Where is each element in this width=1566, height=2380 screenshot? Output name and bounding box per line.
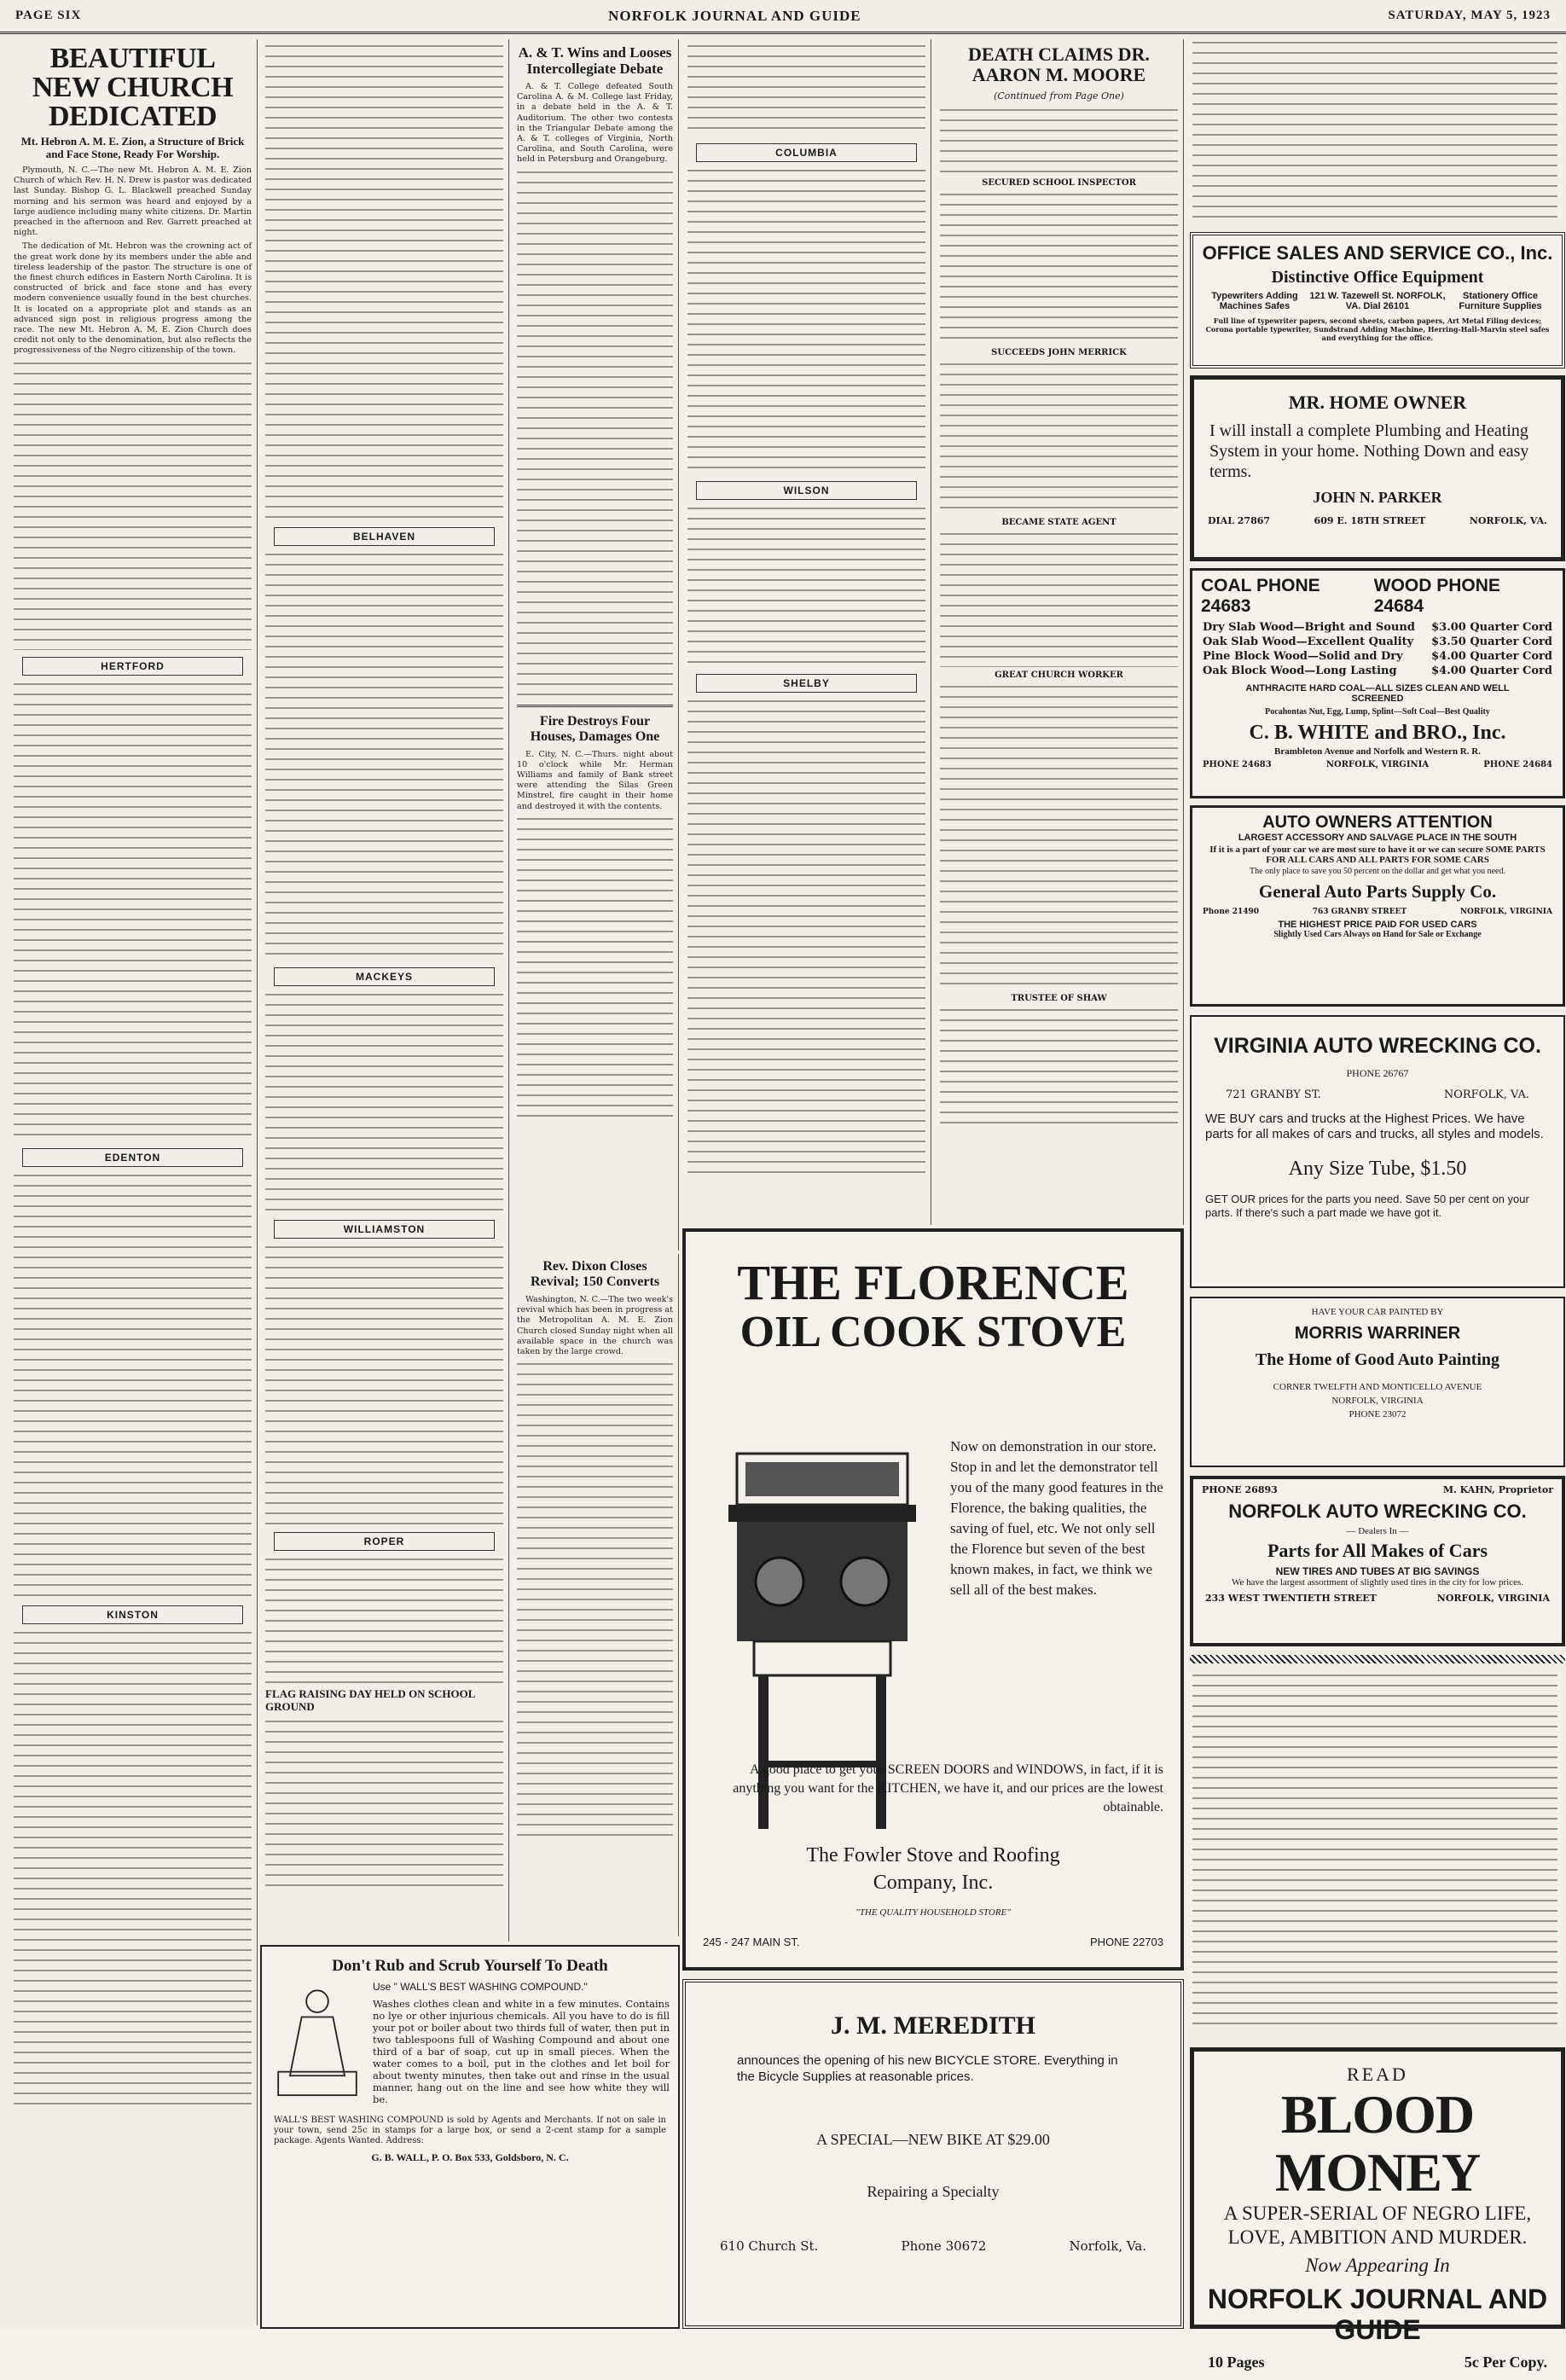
ad-line1: LARGEST ACCESSORY AND SALVAGE PLACE IN THE SOUTH [1238, 833, 1517, 843]
ad-line3: The only place to save you 50 percent on the dollar and get what you need. [1250, 867, 1505, 876]
dixon-lead: Washington, N. C.—The two week's revival which has been in progress at the Metropolitan A. M. E. Zion Church closed Sunday night when all available space in the church was taken by the large crowd. [517, 1295, 673, 1357]
ad-motto: "THE QUALITY HOUSEHOLD STORE" [856, 1907, 1011, 1918]
section-columbia: COLUMBIA [696, 143, 917, 162]
filler-text [14, 1629, 252, 2107]
ad-title: BLOOD MONEY [1274, 2084, 1481, 2203]
ad-name: J. M. MEREDITH [831, 2011, 1035, 2040]
section-mackeys: MACKEYS [274, 967, 495, 986]
column-1 [9, 39, 258, 2325]
headline-church-dedicated: BEAUTIFUL NEW CHURCH DEDICATED [32, 43, 234, 132]
ad-parts: Parts for All Makes of Cars [1267, 1540, 1488, 1561]
section-williamston: WILLIAMSTON [274, 1220, 495, 1239]
column-3-lower [512, 1254, 679, 1936]
coal-item-name: Oak Slab Wood—Excellent Quality [1203, 636, 1414, 648]
ad-sub1: A SUPER-SERIAL OF NEGRO LIFE, [1223, 2203, 1532, 2224]
ad-meredith-footer [686, 2201, 1180, 2254]
ad-addr2: NORFOLK, VIRGINIA [1331, 1396, 1424, 1406]
ad-office-row [1193, 291, 1562, 311]
article-para: The dedication of Mt. Hebron was the crowning act of the great work done by its members under the able and tireless leadership of the pastor. The structure is one of the finest church edifices in Eastern North Carolina. It is constructed of brick and face stone and has every modern convenience usually found in the best churches. It is located on a appropriate plot and stands as an advanced sign post in religious progress among the race. The new Mt. Hebron A. M. E. Zion Church does credit not only to the denomination, but also reflects the progressiveness of the Negro citizenship of the town. [14, 241, 252, 356]
page-label: PAGE SIX [15, 9, 82, 22]
ad-anthracite: ANTHRACITE HARD COAL—ALL SIZES CLEAN AND WELL SCREENED [1245, 683, 1510, 704]
ad-use: Use " WALL'S BEST WASHING COMPOUND." [373, 1981, 588, 1993]
filler-text [1192, 39, 1557, 218]
ad-meredith-bicycle [682, 1979, 1184, 2329]
ad-now: Now Appearing In [1305, 2255, 1450, 2276]
ad-florence-stove [682, 1228, 1184, 1971]
ad-mid: 121 W. Tazewell St. NORFOLK, VA. Dial 26101 [1309, 291, 1446, 311]
ad-phone-right: PHONE 24684 [1483, 760, 1552, 769]
ad-tube-price: Any Size Tube, $1.50 [1288, 1158, 1467, 1180]
section-wilson: WILSON [696, 481, 917, 500]
ad-walls-washing-compound [260, 1945, 680, 2329]
ad-tag: The Home of Good Auto Painting [1255, 1350, 1500, 1369]
ad-body: announces the opening of his new BICYCLE STORE. Everything in the Bicycle Supplies at reasonable prices. [737, 2053, 1118, 2084]
ad-coal-header [1192, 571, 1563, 618]
ad-special: A SPECIAL—NEW BIKE AT $29.00 [816, 2131, 1050, 2148]
ad-pocahontas: Pocahontas Nut, Egg, Lump, Splint—Soft Coal—Best Quality [1265, 707, 1490, 717]
filler-text [14, 360, 252, 650]
ad-city: NORFOLK, VIRGINIA [1436, 1593, 1550, 1604]
ad-body: I will install a complete Plumbing and Heating System in your home. Nothing Down and easy terms. [1209, 421, 1529, 481]
article-lead: Plymouth, N. C.—The new Mt. Hebron A. M. E. Zion Church of which Rev. H. N. Drew is pastor was dedicated last Sunday. Bishop G. L. Blackwell preached Sunday morning and his sermon was heard and enjoyed by a large audience including many white citizens. Dr. Martin preached in the afternoon and Rev. Garrett preached at night. [14, 165, 252, 238]
ad-phone: PHONE 26893 [1202, 1484, 1278, 1495]
coal-item-price: $3.00 Quarter Cord [1431, 621, 1552, 634]
ad-office-sales [1190, 232, 1565, 369]
ad-title: NORFOLK AUTO WRECKING CO. [1228, 1501, 1527, 1522]
filler-text [940, 1007, 1178, 1126]
ad-price: 5c Per Copy. [1464, 2354, 1547, 2371]
column-6-top [1187, 39, 1563, 227]
ad-phone: PHONE 26767 [1346, 1067, 1409, 1079]
ad-sub2: LOVE, AMBITION AND MURDER. [1227, 2226, 1528, 2248]
headline-dixon: Rev. Dixon Closes Revival; 150 Converts [530, 1259, 660, 1289]
ad-tires: NEW TIRES AND TUBES AT BIG SAVINGS [1275, 1565, 1480, 1577]
filler-text [1192, 1672, 1557, 2030]
ad-phone: Phone 30672 [901, 2238, 987, 2254]
ad-left: Typewriters Adding Machines Safes [1211, 291, 1298, 311]
ad-body: Washes clothes clean and white in a few minutes. Contains no lye or other injurious chemicals. All you have to do is fill your pot or boiler about two thirds full of water, then put in two tablespoons full of Washing Compound and about one third of a bar of soap, cut up in small pieces. When the water comes to a boil, put in the clothes and let boil for about twenty minutes, then take out and rinse in the usual manner, hang out on the line and see how white they will be. [373, 1998, 670, 2105]
column-3 [512, 39, 679, 1251]
section-belhaven: BELHAVEN [274, 527, 495, 546]
ad-top: HAVE YOUR CAR PAINTED BY [1311, 1307, 1444, 1317]
ad-address: 610 Church St. [720, 2238, 819, 2254]
issue-date: SATURDAY, MAY 5, 1923 [1388, 9, 1551, 22]
ad-address: 721 GRANBY ST. [1226, 1088, 1321, 1101]
filler-text [265, 43, 503, 520]
ad-auto-owners [1190, 805, 1565, 1007]
subhead-state-agent: BECAME STATE AGENT [1001, 518, 1116, 527]
filler-text [265, 1556, 503, 1684]
ad-subtitle: Distinctive Office Equipment [1271, 268, 1484, 287]
section-shelby: SHELBY [696, 674, 917, 693]
subhead-trustee: TRUSTEE OF SHAW [1011, 994, 1107, 1003]
column-6-lower [1187, 1672, 1563, 2039]
ad-address: 245 - 247 MAIN ST. [703, 1936, 800, 1948]
subhead-merrick: SUCCEEDS JOHN MERRICK [991, 348, 1127, 357]
headline-flag-raising: FLAG RAISING DAY HELD ON SCHOOL GROUND [265, 1687, 475, 1713]
ad-address: 609 E. 18TH STREET [1314, 515, 1426, 526]
ad-address: 763 GRANBY STREET [1312, 908, 1407, 916]
ad-dealers: — Dealers In — [1346, 1526, 1409, 1536]
filler-text [940, 107, 1178, 175]
ad-name: MORRIS WARRINER [1294, 1324, 1461, 1343]
ad-line4: THE HIGHEST PRICE PAID FOR USED CARS [1278, 920, 1477, 930]
ad-morris-warriner [1190, 1297, 1565, 1467]
column-2 [260, 39, 509, 1942]
wood-phone: WOOD PHONE 24684 [1373, 576, 1500, 616]
ad-body: Now on demonstration in our store. Stop in and let the demonstrator tell you of the many good features in the Florence, the baking qualities, the saving of fuel, etc. We not only sell the Florence but seven of the best known makes, in fact, we think we sell all of the best makes. [950, 1438, 1163, 1598]
filler-text [14, 681, 252, 1141]
coal-item-price: $4.00 Quarter Cord [1431, 665, 1552, 677]
ad-prop: M. KAHN, Proprietor [1442, 1484, 1553, 1495]
ad-city: NORFOLK, VIRGINIA [1325, 760, 1430, 769]
filler-text [517, 1361, 673, 1838]
ad-phone-left: PHONE 24683 [1203, 760, 1272, 769]
column-4 [682, 39, 931, 1225]
ad-city: NORFOLK, VA. [1443, 1088, 1529, 1101]
coal-item-name: Pine Block Wood—Solid and Dry [1203, 650, 1403, 663]
coal-item-name: Oak Block Wood—Long Lasting [1203, 665, 1397, 677]
filler-text [517, 169, 673, 698]
ad-line2: If it is a part of your car we are most sure to have it or we can secure SOME PARTS FOR ALL CARS AND ALL PARTS FOR SOME CARS [1209, 845, 1546, 865]
ad-firm-1: The Fowler Stove and Roofing [806, 1844, 1060, 1866]
ad-title: Don't Rub and Scrub Yourself To Death [332, 1957, 608, 1975]
ad-place: A good place to get your SCREEN DOORS and WINDOWS, in fact, if it is anything you want for the KITCHEN, we have it, and our prices are the lowest obtainable. [733, 1762, 1163, 1814]
ad-read: READ [1347, 2064, 1408, 2085]
ad-address: 233 WEST TWENTIETH STREET [1205, 1593, 1377, 1604]
ad-coal-wood [1190, 568, 1565, 798]
coal-item-price: $4.00 Quarter Cord [1431, 650, 1552, 663]
filler-text [265, 1244, 503, 1525]
ad-addr1: CORNER TWELFTH AND MONTICELLO AVENUE [1273, 1382, 1482, 1392]
fire-lead: E. City, N. C.—Thurs. night about 10 o'clock while Mr. Herman Williams and family of Bank street were attending the Silas Green Minstrel, fire caught in their home and destroyed it with the contents. [517, 749, 673, 811]
coal-price-row [1203, 620, 1552, 635]
coal-phone: COAL PHONE 24683 [1201, 576, 1320, 616]
filler-text [687, 167, 925, 474]
ad-paper: NORFOLK JOURNAL AND GUIDE [1207, 2284, 1548, 2345]
ad-title-1: THE FLORENCE [737, 1255, 1129, 1310]
washerwoman-illustration [270, 1981, 364, 2100]
ad-florence-footer [703, 1936, 1163, 1948]
ad-phone: PHONE 22703 [1090, 1936, 1163, 1948]
filler-text [940, 683, 1178, 990]
ad-stock: We have the largest assortment of slightly used tires in the city for low prices. [1232, 1577, 1523, 1588]
column-5 [935, 39, 1184, 1225]
filler-text [265, 991, 503, 1213]
ad-home-row [1194, 507, 1561, 535]
ad-city: Norfolk, Va. [1069, 2238, 1146, 2254]
ad-phone: Phone 21490 [1203, 908, 1260, 916]
ad-norfolk-wrecking [1190, 1476, 1565, 1646]
filler-text [687, 505, 925, 667]
section-edenton: EDENTON [22, 1148, 243, 1167]
ad-line5: Slightly Used Cars Always on Hand for Sale or Exchange [1273, 930, 1482, 939]
filler-text [265, 1718, 503, 1889]
ad-title: AUTO OWNERS ATTENTION [1262, 813, 1493, 832]
ad-title-2: OIL COOK STOVE [740, 1308, 1127, 1356]
filler-text [265, 551, 503, 961]
ad-title: OFFICE SALES AND SERVICE CO., Inc. [1202, 242, 1553, 264]
ad-virginia-wrecking [1190, 1015, 1565, 1288]
ad-phone: PHONE 23072 [1348, 1409, 1406, 1419]
filler-text [940, 361, 1178, 514]
coal-price-row [1203, 664, 1552, 678]
section-kinston: KINSTON [22, 1605, 243, 1624]
ad-city: NORFOLK, VA. [1469, 515, 1547, 526]
ad-name: JOHN N. PARKER [1313, 489, 1442, 506]
coal-item-price: $3.50 Quarter Cord [1431, 636, 1552, 648]
ad-auto-row [1192, 908, 1563, 916]
filler-text [940, 191, 1178, 345]
section-hertford: HERTFORD [22, 657, 243, 676]
filler-text [940, 531, 1178, 667]
subhead-church: Mt. Hebron A. M. E. Zion, a Structure of Brick and Face Stone, Ready For Worship. [20, 135, 245, 160]
ad-pages: 10 Pages [1208, 2354, 1265, 2371]
ad-blood-money [1190, 2047, 1565, 2371]
ad-bm-footer [1194, 2345, 1561, 2380]
ad-title: MR. HOME OWNER [1288, 392, 1467, 413]
subhead-inspector: SECURED SCHOOL INSPECTOR [982, 178, 1136, 188]
filler-text [687, 43, 925, 136]
ad-foot: WALL'S BEST WASHING COMPOUND is sold by Agents and Merchants. If not on sale in your town, send 25c in stamps for a large box, or send a 2-cent stamp for a sample package. Agents Wanted. Address: [274, 2116, 666, 2145]
ad-city: NORFOLK, VIRGINIA [1459, 908, 1552, 916]
continued-note: (Continued from Page One) [994, 90, 1124, 102]
debate-lead: A. & T. College defeated South Carolina A. & M. College last Friday, in a debate held in the A. & T. Auditorium. The other two contests in the Triangular Debate among the A. & T. colleges of Virginia, North Carolina, and South Carolina, were held in Petersburg and Orangeburg. [517, 82, 673, 165]
ad-nw-bottom [1193, 1588, 1562, 1609]
paper-name: NORFOLK JOURNAL AND GUIDE [608, 7, 861, 24]
divider [517, 705, 673, 707]
ad-dial: DIAL 27867 [1208, 515, 1271, 526]
ad-firm: General Auto Parts Supply Co. [1258, 881, 1497, 902]
filler-text [687, 698, 925, 1175]
coal-price-list [1192, 618, 1563, 680]
ad-title: VIRGINIA AUTO WRECKING CO. [1214, 1034, 1541, 1058]
masthead [0, 0, 1566, 34]
coal-price-row [1203, 635, 1552, 649]
ad-address: G. B. WALL, P. O. Box 533, Goldsboro, N. C. [371, 2151, 569, 2163]
ad-nw-top [1193, 1479, 1562, 1501]
ad-body: WE BUY cars and trucks at the Highest Prices. We have parts for all makes of cars and trucks, all styles and models. [1205, 1112, 1544, 1141]
coal-item-name: Dry Slab Wood—Bright and Sound [1203, 621, 1415, 634]
section-roper: ROPER [274, 1532, 495, 1551]
ad-repair: Repairing a Specialty [867, 2183, 1000, 2200]
subhead-church-worker: GREAT CHURCH WORKER [995, 670, 1123, 680]
ad-coal-footer [1192, 757, 1563, 773]
ad-home-owner [1190, 375, 1565, 561]
ad-firm: C. B. WHITE and BRO., Inc. [1249, 722, 1506, 744]
ad-foot: GET OUR prices for the parts you need. Save 50 per cent on your parts. If there's such a part made we have got it. [1205, 1193, 1529, 1219]
ad-address: Brambleton Avenue and Norfolk and Western R. R. [1274, 746, 1481, 757]
headline-debate: A. & T. Wins and Looses Intercollegiate Debate [518, 44, 672, 77]
filler-text [517, 816, 673, 1123]
coal-price-row [1203, 649, 1552, 664]
ad-right: Stationery Office Furniture Supplies [1459, 291, 1542, 311]
headline-dr-moore: DEATH CLAIMS DR. AARON M. MOORE [968, 44, 1150, 85]
headline-fire: Fire Destroys Four Houses, Damages One [530, 713, 660, 744]
ad-firm-2: Company, Inc. [873, 1872, 994, 1894]
ad-wreck-row [1192, 1088, 1563, 1101]
filler-text [14, 1172, 252, 1599]
decorative-border [1190, 1655, 1565, 1663]
ad-fine: Full line of typewriter papers, second sheets, carbon papers, Art Metal Filing devices; Corona portable typewriter, Sundstrand Adding Machine, Herring-Hall-Marvin steel safes and everything for the office. [1205, 316, 1550, 342]
